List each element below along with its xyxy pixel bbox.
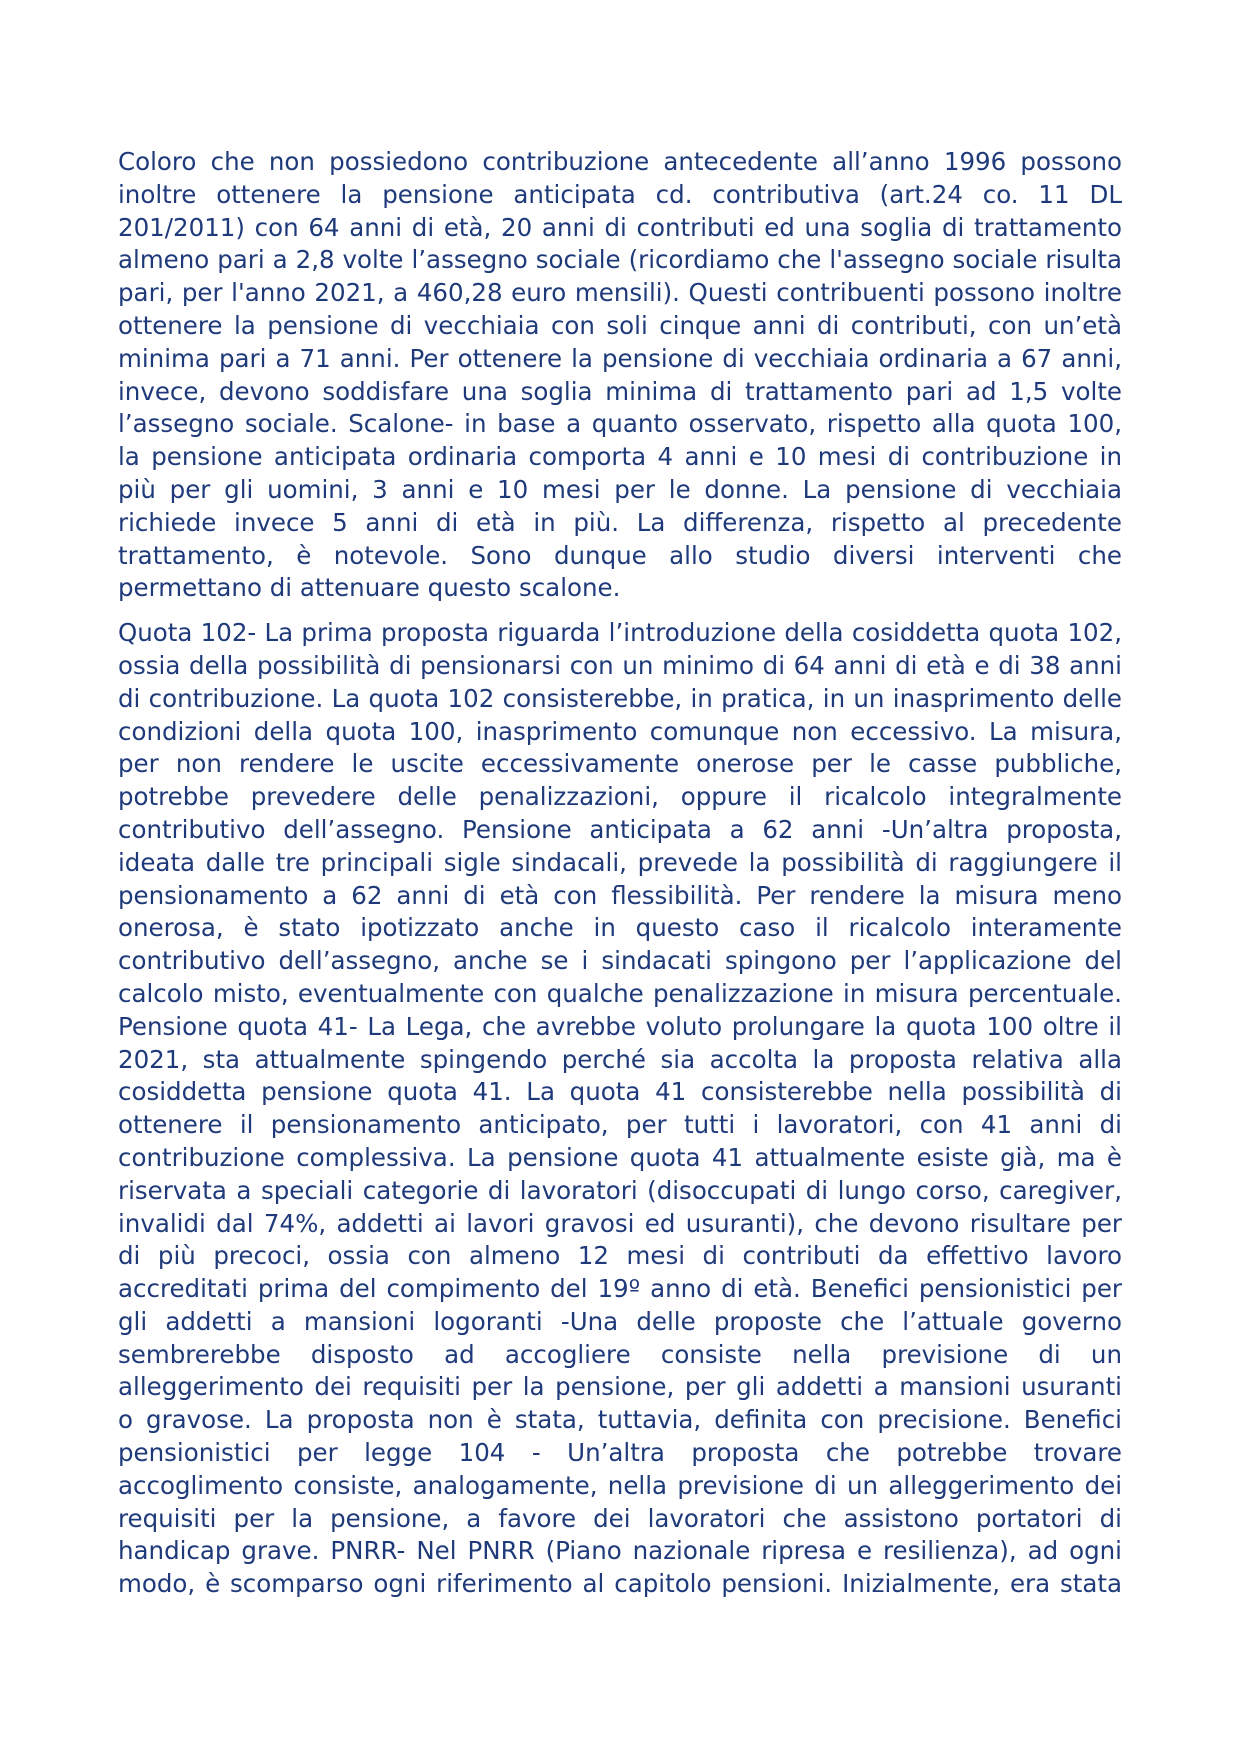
text-line: più per gli uomini, 3 anni e 10 mesi per le donne. La pensione di vecchiaia (118, 474, 1122, 504)
paragraph-2 (118, 617, 1122, 1601)
text-line: pensionistici per legge 104 - Un’altra proposta che potrebbe trovare (118, 1438, 1122, 1468)
text-line: alleggerimento dei requisiti per la pensione, per gli addetti a mansioni usuranti (118, 1372, 1122, 1402)
text-line: Pensione quota 41- La Lega, che avrebbe voluto prolungare la quota 100 oltre il (118, 1011, 1122, 1041)
text-line: modo, è scomparso ogni riferimento al capitolo pensioni. Inizialmente, era stata (118, 1569, 1122, 1599)
document-body (118, 146, 1122, 1613)
text-line: Quota 102- La prima proposta riguarda l’introduzione della cosiddetta quota 102, (118, 618, 1122, 648)
text-line: l’assegno sociale. Scalone- in base a quanto osservato, rispetto alla quota 100, (118, 409, 1122, 439)
text-line: permettano di attenuare questo scalone. (118, 573, 621, 603)
text-line: trattamento, è notevole. Sono dunque allo studio diversi interventi che (118, 540, 1122, 570)
text-line: almeno pari a 2,8 volte l’assegno sociale (ricordiamo che l'assegno sociale risulta (118, 245, 1122, 275)
text-line: contributivo dell’assegno, anche se i sindacati spingono per l’applicazione del (118, 946, 1122, 976)
text-line: la pensione anticipata ordinaria comporta 4 anni e 10 mesi di contribuzione in (118, 442, 1122, 472)
text-line: calcolo misto, eventualmente con qualche penalizzazione in misura percentuale. (118, 978, 1122, 1008)
text-line: cosiddetta pensione quota 41. La quota 41 consisterebbe nella possibilità di (118, 1077, 1122, 1107)
text-line: pari, per l'anno 2021, a 460,28 euro mensili). Questi contribuenti possono inoltre (118, 278, 1122, 308)
text-line: richiede invece 5 anni di età in più. La differenza, rispetto al precedente (118, 507, 1122, 537)
text-line: invece, devono soddisfare una soglia minima di trattamento pari ad 1,5 volte (118, 376, 1122, 406)
text-line: potrebbe prevedere delle penalizzazioni, oppure il ricalcolo integralmente (118, 782, 1122, 812)
text-line: di contribuzione. La quota 102 consisterebbe, in pratica, in un inasprimento delle (118, 683, 1122, 713)
text-line: o gravose. La proposta non è stata, tuttavia, definita con precisione. Benefici (118, 1405, 1122, 1435)
text-line: inoltre ottenere la pensione anticipata cd. contributiva (art.24 co. 11 DL (118, 179, 1122, 209)
text-line: 2021, sta attualmente spingendo perché sia accolta la proposta relativa alla (118, 1044, 1122, 1074)
text-line: requisiti per la pensione, a favore dei lavoratori che assistono portatori di (118, 1503, 1122, 1533)
text-line: pensionamento a 62 anni di età con flessibilità. Per rendere la misura meno (118, 880, 1122, 910)
paragraph-1 (118, 146, 1122, 605)
text-line: sembrerebbe disposto ad accogliere consiste nella previsione di un (118, 1339, 1122, 1369)
text-line: ossia della possibilità di pensionarsi con un minimo di 64 anni di età e di 38 anni (118, 650, 1122, 680)
text-line: onerosa, è stato ipotizzato anche in questo caso il ricalcolo interamente (118, 913, 1122, 943)
text-line: ottenere il pensionamento anticipato, per tutti i lavoratori, con 41 anni di (118, 1110, 1122, 1140)
text-line: ideata dalle tre principali sigle sindacali, prevede la possibilità di raggiungere il (118, 847, 1122, 877)
text-line: condizioni della quota 100, inasprimento comunque non eccessivo. La misura, (118, 716, 1122, 746)
text-line: Coloro che non possiedono contribuzione antecedente all’anno 1996 possono (118, 147, 1122, 176)
text-line: accoglimento consiste, analogamente, nella previsione di un alleggerimento dei (118, 1470, 1122, 1500)
text-line: invalidi dal 74%, addetti ai lavori gravosi ed usuranti), che devono risultare per (118, 1208, 1122, 1238)
text-line: riservata a speciali categorie di lavoratori (disoccupati di lungo corso, caregiver, (118, 1175, 1122, 1205)
text-line: 201/2011) con 64 anni di età, 20 anni di contributi ed una soglia di trattamento (118, 212, 1122, 242)
text-line: minima pari a 71 anni. Per ottenere la pensione di vecchiaia ordinaria a 67 anni, (118, 343, 1122, 373)
text-line: accreditati prima del compimento del 19º anno di età. Benefici pensionistici per (118, 1274, 1122, 1304)
text-line: contributivo dell’assegno. Pensione anticipata a 62 anni -Un’altra proposta, (118, 814, 1122, 844)
text-line: contribuzione complessiva. La pensione quota 41 attualmente esiste già, ma è (118, 1142, 1122, 1172)
text-line: ottenere la pensione di vecchiaia con soli cinque anni di contributi, con un’età (118, 310, 1122, 340)
text-line: handicap grave. PNRR- Nel PNRR (Piano nazionale ripresa e resilienza), ad ogni (118, 1536, 1122, 1566)
text-line: per non rendere le uscite eccessivamente onerose per le casse pubbliche, (118, 749, 1122, 779)
text-line: di più precoci, ossia con almeno 12 mesi di contributi da effettivo lavoro (118, 1241, 1122, 1271)
text-line: gli addetti a mansioni logoranti -Una delle proposte che l’attuale governo (118, 1306, 1122, 1336)
